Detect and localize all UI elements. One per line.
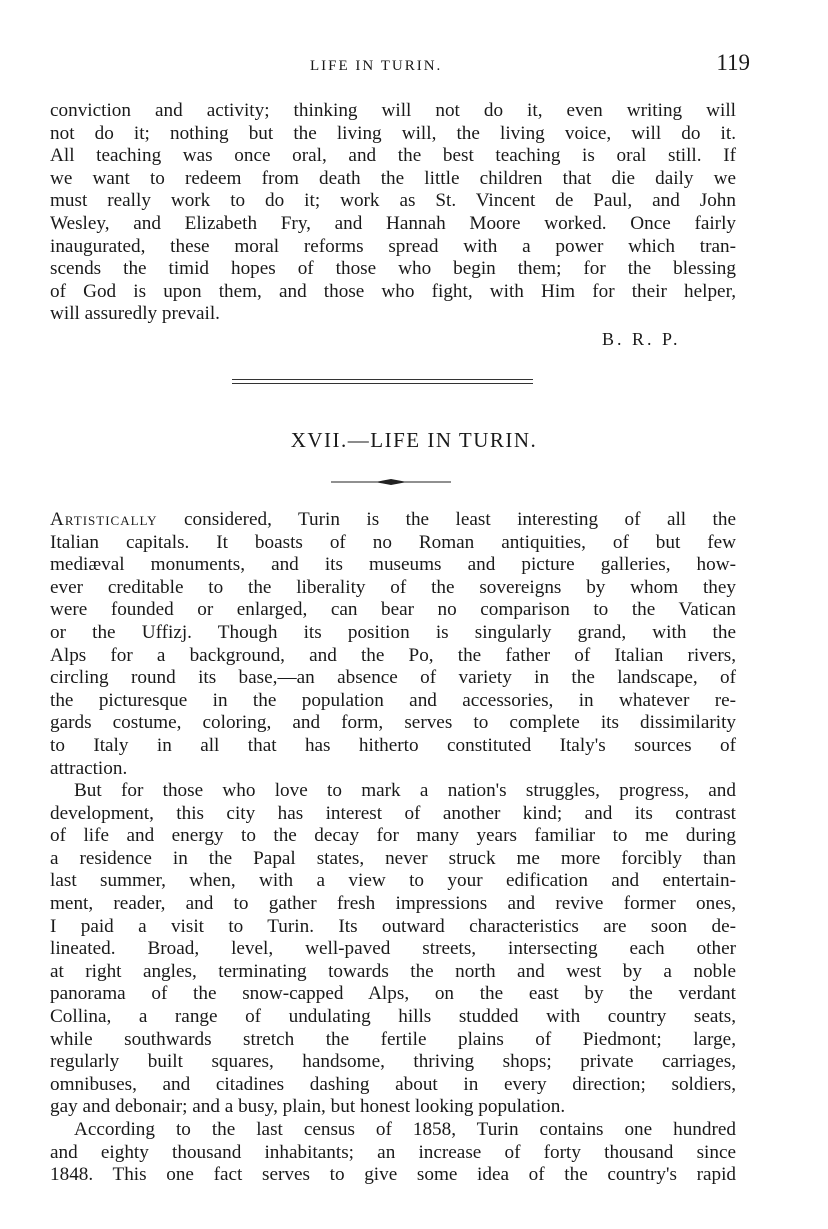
- text-line: lineated. Broad, level, well-paved streets, intersecting each other: [50, 938, 736, 960]
- text-line: scends the timid hopes of those who begin them; for the blessing: [50, 258, 736, 280]
- text-line: regularly built squares, handsome, thriving shops; private carriages,: [50, 1051, 736, 1073]
- text-line: conviction and activity; thinking will not do it, even writing will: [50, 100, 736, 121]
- text-line: at right angles, terminating towards the north and west by a noble: [50, 960, 736, 982]
- paragraph-3: [50, 1119, 736, 1187]
- text-line: attraction.: [50, 757, 128, 779]
- paragraph-1: [50, 509, 736, 780]
- text-line: the picturesque in the population and accessories, in whatever re-: [50, 689, 736, 711]
- signature: B. R. P.: [602, 329, 681, 349]
- text-line: inaugurated, these moral reforms spread with a power which tran-: [50, 235, 736, 257]
- text-line: development, this city has interest of another kind; and its contrast: [50, 802, 736, 824]
- text-line: 1848. This one fact serves to give some idea of the country's rapid: [50, 1164, 736, 1186]
- page-header: [0, 48, 828, 82]
- section-divider-bottom: [232, 383, 533, 384]
- text-line: a residence in the Papal states, never struck me more forcibly than: [50, 847, 736, 869]
- text-line: omnibuses, and citadines dashing about in every direction; soldiers,: [50, 1073, 736, 1095]
- text-line: According to the last census of 1858, Turin contains one hundred: [74, 1119, 736, 1140]
- text-line: [50, 509, 736, 532]
- text-line: last summer, when, with a view to your edification and entertain-: [50, 870, 736, 892]
- text-line: gards costume, coloring, and form, serves to complete its dissimilarity: [50, 712, 736, 734]
- text-line: All teaching was once oral, and the best teaching is oral still. If: [50, 145, 736, 167]
- drop-word: Artistically: [50, 509, 158, 530]
- chapter-title: XVII.—LIFE IN TURIN.: [290, 428, 538, 452]
- text-line: to Italy in all that has hitherto constituted Italy's sources of: [50, 734, 736, 756]
- text-line: will assuredly prevail.: [50, 303, 220, 325]
- text-line: ment, reader, and to gather fresh impressions and revive former ones,: [50, 892, 736, 914]
- text-line: and eighty thousand inhabitants; an increase of forty thousand since: [50, 1141, 736, 1163]
- text-line: we want to redeem from death the little children that die daily we: [50, 167, 736, 189]
- text-line: gay and debonair; and a busy, plain, but honest looking population.: [50, 1096, 566, 1118]
- text-line: or the Uffizj. Though its position is singularly grand, with the: [50, 621, 736, 643]
- page-number: 119: [716, 50, 750, 75]
- text-line: But for those who love to mark a nation's struggles, progress, and: [74, 780, 736, 801]
- text-line: I paid a visit to Turin. Its outward characteristics are soon de-: [50, 915, 736, 937]
- text-line: Wesley, and Elizabeth Fry, and Hannah Moore worked. Once fairly: [50, 212, 736, 234]
- continuation-paragraph: [50, 100, 736, 326]
- text-line: mediæval monuments, and its museums and picture galleries, how-: [50, 554, 736, 576]
- text-line: circling round its base,—an absence of variety in the landscape, of: [50, 667, 736, 689]
- text-line: of God is upon them, and those who fight, with Him for their helper,: [50, 280, 736, 302]
- text-line: Italian capitals. It boasts of no Roman antiquities, of but few: [50, 531, 736, 553]
- ornament-rule-icon: [331, 474, 451, 490]
- paragraph-2: [50, 780, 736, 1119]
- text-line: must really work to do it; work as St. Vincent de Paul, and John: [50, 190, 736, 212]
- running-title: LIFE IN TURIN.: [310, 58, 443, 74]
- text-line: Alps for a background, and the Po, the father of Italian rivers,: [50, 644, 736, 666]
- text-line: ever creditable to the liberality of the sovereigns by whom they: [50, 576, 736, 598]
- text-line: were founded or enlarged, can bear no comparison to the Vatican: [50, 599, 736, 621]
- text-line: while southwards stretch the fertile plains of Piedmont; large,: [50, 1028, 736, 1050]
- text-line: Collina, a range of undulating hills studded with country seats,: [50, 1005, 736, 1027]
- text-line: of life and energy to the decay for many years familiar to me during: [50, 825, 736, 847]
- text-line: not do it; nothing but the living will, the living voice, will do it.: [50, 122, 736, 144]
- text-line: panorama of the snow-capped Alps, on the east by the verdant: [50, 983, 736, 1005]
- section-divider-top: [232, 379, 533, 380]
- first-line-rest: considered, Turin is the least interesting of all the: [157, 509, 736, 530]
